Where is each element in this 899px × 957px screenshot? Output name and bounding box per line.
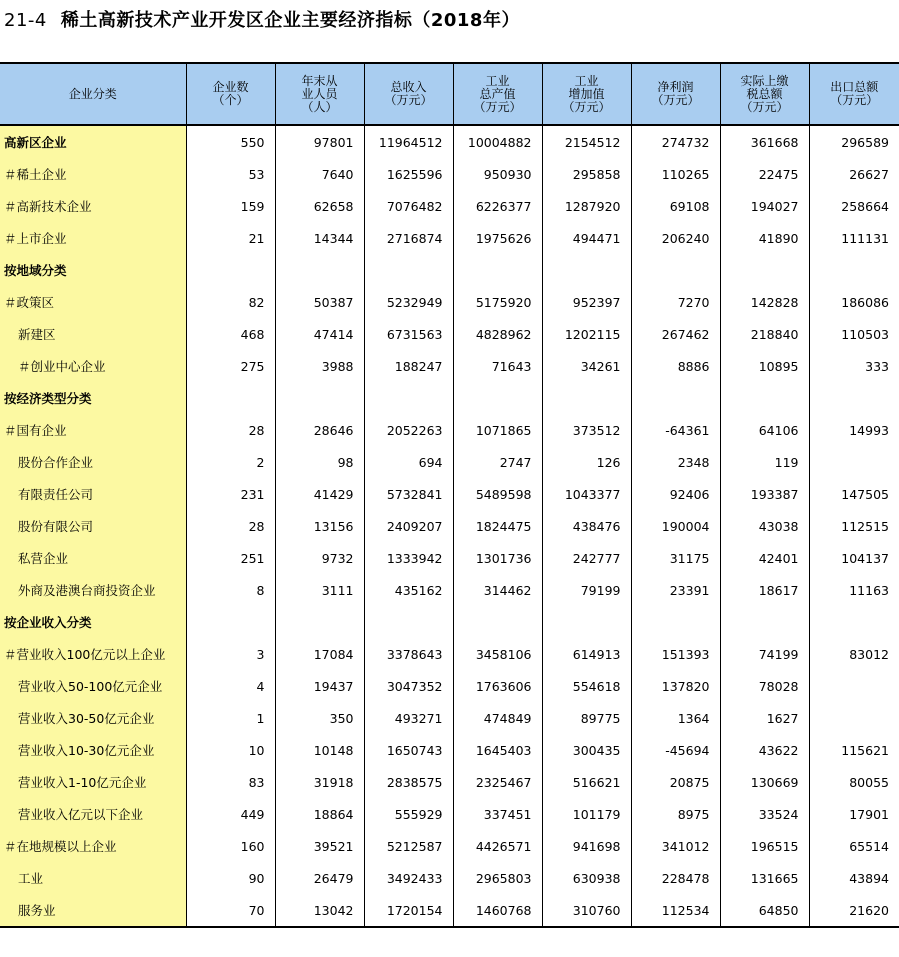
table-cell: 295858 [542,158,631,190]
table-cell: 3458106 [453,638,542,670]
table-cell: 274732 [631,125,720,158]
table-cell: 1301736 [453,542,542,574]
column-header-line: 总产值 [479,86,516,101]
column-header-line: （万元） [473,99,522,114]
row-label: 营业收入10-30亿元企业 [0,734,186,766]
table-row [0,478,899,510]
table-cell [809,446,899,478]
table-row [0,350,899,382]
table-cell: 5489598 [453,478,542,510]
table-cell: 126 [542,446,631,478]
table-cell: 5232949 [364,286,453,318]
table-cell: 1763606 [453,670,542,702]
row-label: 按地域分类 [0,254,186,286]
table-cell: 1650743 [364,734,453,766]
table-cell: 147505 [809,478,899,510]
table-cell [720,254,809,286]
table-cell: 190004 [631,510,720,542]
table-cell [364,254,453,286]
table-cell: 41890 [720,222,809,254]
column-header [720,63,809,125]
row-label: 股份有限公司 [0,510,186,542]
table-cell: 53 [186,158,275,190]
table-row [0,574,899,606]
table-cell: 2838575 [364,766,453,798]
table-cell: 7640 [275,158,364,190]
table-cell [453,382,542,414]
table-cell [186,606,275,638]
table-cell [631,606,720,638]
column-header [0,63,186,125]
table-cell: 64850 [720,894,809,927]
table-cell: 8 [186,574,275,606]
table-cell: 83012 [809,638,899,670]
table-cell [809,670,899,702]
table-cell: 1720154 [364,894,453,927]
table-cell: 494471 [542,222,631,254]
table-cell: 614913 [542,638,631,670]
table-cell: 941698 [542,830,631,862]
table-cell: 110265 [631,158,720,190]
table-cell: 159 [186,190,275,222]
table-cell: 115621 [809,734,899,766]
table-cell: 193387 [720,478,809,510]
table-cell: 2747 [453,446,542,478]
column-header-line: 实际上缴 [740,73,789,88]
table-cell: 1645403 [453,734,542,766]
table-cell: 554618 [542,670,631,702]
row-label: ＃在地规模以上企业 [0,830,186,862]
table-cell: 41429 [275,478,364,510]
column-header-line: （个） [212,93,249,107]
table-cell: 5175920 [453,286,542,318]
table-cell: 13156 [275,510,364,542]
table-cell: 8975 [631,798,720,830]
table-cell: 130669 [720,766,809,798]
table-cell: 33524 [720,798,809,830]
table-cell: 333 [809,350,899,382]
table-cell: 13042 [275,894,364,927]
row-label: 按企业收入分类 [0,606,186,638]
table-cell [542,254,631,286]
column-header [453,63,542,125]
column-header-line: 业人员 [301,86,338,101]
column-header-line: （万元） [830,93,879,107]
table-cell: 19437 [275,670,364,702]
row-label: ＃上市企业 [0,222,186,254]
table-cell: 435162 [364,574,453,606]
table-cell: 21620 [809,894,899,927]
table-cell: 70 [186,894,275,927]
table-cell: 137820 [631,670,720,702]
column-header-line: 工业 [574,73,599,88]
column-header [275,63,364,125]
column-header-line: 工业 [485,73,510,88]
table-cell [186,382,275,414]
column-header-line: 企业数 [212,80,249,94]
table-row [0,510,899,542]
table-title [4,6,520,32]
row-label: 高新区企业 [0,125,186,158]
table-cell: 516621 [542,766,631,798]
table-cell: 78028 [720,670,809,702]
table-cell: 300435 [542,734,631,766]
table-cell: 2348 [631,446,720,478]
table-cell: -45694 [631,734,720,766]
table-cell [542,382,631,414]
table-cell: 3988 [275,350,364,382]
table-cell: 950930 [453,158,542,190]
row-label: 营业收入1-10亿元企业 [0,766,186,798]
table-cell: 493271 [364,702,453,734]
table-cell: 694 [364,446,453,478]
table-cell: 186086 [809,286,899,318]
row-label: 按经济类型分类 [0,382,186,414]
table-row [0,702,899,734]
table-cell: 7076482 [364,190,453,222]
column-header-line: （万元） [562,99,611,114]
table-cell: 3492433 [364,862,453,894]
table-cell [275,606,364,638]
table-row [0,286,899,318]
table-cell: 11964512 [364,125,453,158]
table-cell: 438476 [542,510,631,542]
table-cell: 2052263 [364,414,453,446]
table-cell: 228478 [631,862,720,894]
table-row [0,254,899,286]
table-title-text: 稀土高新技术产业开发区企业主要经济指标（2018年） [60,10,520,31]
table-cell: 160 [186,830,275,862]
table-cell: 2965803 [453,862,542,894]
table-cell: 10004882 [453,125,542,158]
row-label: 股份合作企业 [0,446,186,478]
table-cell: 26479 [275,862,364,894]
table-cell: 7270 [631,286,720,318]
table-cell: 1824475 [453,510,542,542]
table-number: 21-4 [4,10,47,31]
table-cell: 80055 [809,766,899,798]
table-cell: 10148 [275,734,364,766]
row-label: 营业收入30-50亿元企业 [0,702,186,734]
table-row [0,734,899,766]
table-cell: 952397 [542,286,631,318]
table-cell: 2325467 [453,766,542,798]
table-body [0,125,899,927]
table-cell: 28 [186,510,275,542]
table-cell: 31175 [631,542,720,574]
table-row [0,222,899,254]
table-row [0,606,899,638]
table-cell: 112515 [809,510,899,542]
table-cell: 98 [275,446,364,478]
table-cell [453,254,542,286]
row-label: 外商及港澳台商投资企业 [0,574,186,606]
table-cell: 1975626 [453,222,542,254]
column-header-line: 增加值 [568,86,605,101]
table-cell: 74199 [720,638,809,670]
table-cell [186,254,275,286]
column-header-line: 企业分类 [68,86,117,101]
column-header-line: 年末从 [301,73,338,88]
table-row [0,125,899,158]
table-cell: 196515 [720,830,809,862]
table-cell: 65514 [809,830,899,862]
table-cell: 20875 [631,766,720,798]
table-cell: 350 [275,702,364,734]
row-label: ＃创业中心企业 [0,350,186,382]
table-cell: 22475 [720,158,809,190]
table-cell: 267462 [631,318,720,350]
row-label: 服务业 [0,894,186,927]
table-cell: 206240 [631,222,720,254]
table-cell: 43894 [809,862,899,894]
column-header-line: 总收入 [390,80,427,94]
table-cell: 630938 [542,862,631,894]
row-label: 工业 [0,862,186,894]
row-label: ＃高新技术企业 [0,190,186,222]
table-row [0,670,899,702]
table-row [0,766,899,798]
table-cell: 142828 [720,286,809,318]
table-cell: 17084 [275,638,364,670]
table-cell: 2716874 [364,222,453,254]
table-cell: 275 [186,350,275,382]
table-cell: 71643 [453,350,542,382]
table-cell [809,606,899,638]
table-cell: 104137 [809,542,899,574]
table-cell: 83 [186,766,275,798]
table-cell: 14344 [275,222,364,254]
table-cell: 69108 [631,190,720,222]
economic-indicators-table [0,62,899,928]
table-row [0,158,899,190]
table-cell: 89775 [542,702,631,734]
table-cell: 296589 [809,125,899,158]
table-cell: 5732841 [364,478,453,510]
table-cell: 82 [186,286,275,318]
table-cell: 4828962 [453,318,542,350]
table-cell: 64106 [720,414,809,446]
table-cell: 3047352 [364,670,453,702]
table-cell: 3 [186,638,275,670]
table-cell: 39521 [275,830,364,862]
table-cell: 474849 [453,702,542,734]
table-cell: 258664 [809,190,899,222]
row-label: 有限责任公司 [0,478,186,510]
table-row [0,414,899,446]
table-cell: 1625596 [364,158,453,190]
table-cell: 231 [186,478,275,510]
table-cell: 18864 [275,798,364,830]
table-cell: 43038 [720,510,809,542]
table-cell: 2154512 [542,125,631,158]
table-cell: 1 [186,702,275,734]
column-header [809,63,899,125]
table-row [0,894,899,927]
table-cell: 1364 [631,702,720,734]
table-cell [542,606,631,638]
table-cell: 17901 [809,798,899,830]
table-cell [809,702,899,734]
table-cell: 2 [186,446,275,478]
table-cell [720,606,809,638]
row-label: 营业收入50-100亿元企业 [0,670,186,702]
table-cell: 337451 [453,798,542,830]
table-cell: 90 [186,862,275,894]
table-row [0,190,899,222]
column-header-line: （万元） [384,93,433,107]
table-cell: 10 [186,734,275,766]
table-cell: 31918 [275,766,364,798]
table-cell: 188247 [364,350,453,382]
table-cell: 373512 [542,414,631,446]
table-cell [809,382,899,414]
row-label: ＃稀土企业 [0,158,186,190]
table-row [0,862,899,894]
table-cell: 28 [186,414,275,446]
table-cell: 8886 [631,350,720,382]
table-cell: 50387 [275,286,364,318]
table-cell: 361668 [720,125,809,158]
table-cell: 1460768 [453,894,542,927]
column-header-line: （万元） [651,93,700,107]
table-cell [809,254,899,286]
column-header [186,63,275,125]
column-header-line: 税总额 [746,86,783,101]
table-cell: 1043377 [542,478,631,510]
column-header [364,63,453,125]
table-cell: 251 [186,542,275,574]
table-cell [275,254,364,286]
table-cell: 5212587 [364,830,453,862]
column-header-line: 净利润 [657,80,694,94]
table-cell: 4426571 [453,830,542,862]
table-row [0,638,899,670]
table-cell [453,606,542,638]
table-cell: 110503 [809,318,899,350]
table-cell: 9732 [275,542,364,574]
table-cell [275,382,364,414]
table-cell [364,606,453,638]
table-cell: 34261 [542,350,631,382]
table-cell: 555929 [364,798,453,830]
table-cell: 1627 [720,702,809,734]
row-label: ＃营业收入100亿元以上企业 [0,638,186,670]
table-cell: 468 [186,318,275,350]
table-cell: -64361 [631,414,720,446]
table-cell: 1071865 [453,414,542,446]
table-cell: 26627 [809,158,899,190]
table-cell: 218840 [720,318,809,350]
table-cell: 3378643 [364,638,453,670]
table-cell: 6226377 [453,190,542,222]
row-label: ＃国有企业 [0,414,186,446]
column-header-line: （人） [301,99,338,114]
table-cell: 3111 [275,574,364,606]
column-header-line: 出口总额 [830,80,879,94]
column-header [631,63,720,125]
table-cell: 21 [186,222,275,254]
table-cell: 79199 [542,574,631,606]
table-row [0,542,899,574]
table-cell: 101179 [542,798,631,830]
table-row [0,798,899,830]
table-cell: 1287920 [542,190,631,222]
table-cell: 6731563 [364,318,453,350]
table-cell: 111131 [809,222,899,254]
table-cell: 4 [186,670,275,702]
table-cell: 14993 [809,414,899,446]
table-cell: 449 [186,798,275,830]
row-label: 营业收入亿元以下企业 [0,798,186,830]
table-cell: 11163 [809,574,899,606]
table-cell: 341012 [631,830,720,862]
table-header-row [0,63,899,125]
table-cell: 1202115 [542,318,631,350]
table-cell: 550 [186,125,275,158]
table-cell [364,382,453,414]
table-cell: 92406 [631,478,720,510]
table-cell: 18617 [720,574,809,606]
column-header [542,63,631,125]
table-cell: 47414 [275,318,364,350]
row-label: 私营企业 [0,542,186,574]
row-label: 新建区 [0,318,186,350]
table-cell: 28646 [275,414,364,446]
table-cell: 151393 [631,638,720,670]
table-row [0,318,899,350]
table-row [0,382,899,414]
table-cell: 62658 [275,190,364,222]
table-cell: 1333942 [364,542,453,574]
table-cell: 310760 [542,894,631,927]
table-cell [631,382,720,414]
table-cell: 314462 [453,574,542,606]
table-cell: 43622 [720,734,809,766]
table-cell: 112534 [631,894,720,927]
table-cell: 242777 [542,542,631,574]
row-label: ＃政策区 [0,286,186,318]
table-cell: 23391 [631,574,720,606]
table-cell: 97801 [275,125,364,158]
table-cell: 194027 [720,190,809,222]
table-cell: 131665 [720,862,809,894]
table-cell [631,254,720,286]
column-header-line: （万元） [740,99,789,114]
table-cell: 2409207 [364,510,453,542]
table-cell: 10895 [720,350,809,382]
table-cell [720,382,809,414]
table-cell: 119 [720,446,809,478]
table-cell: 42401 [720,542,809,574]
table-row [0,830,899,862]
table-row [0,446,899,478]
